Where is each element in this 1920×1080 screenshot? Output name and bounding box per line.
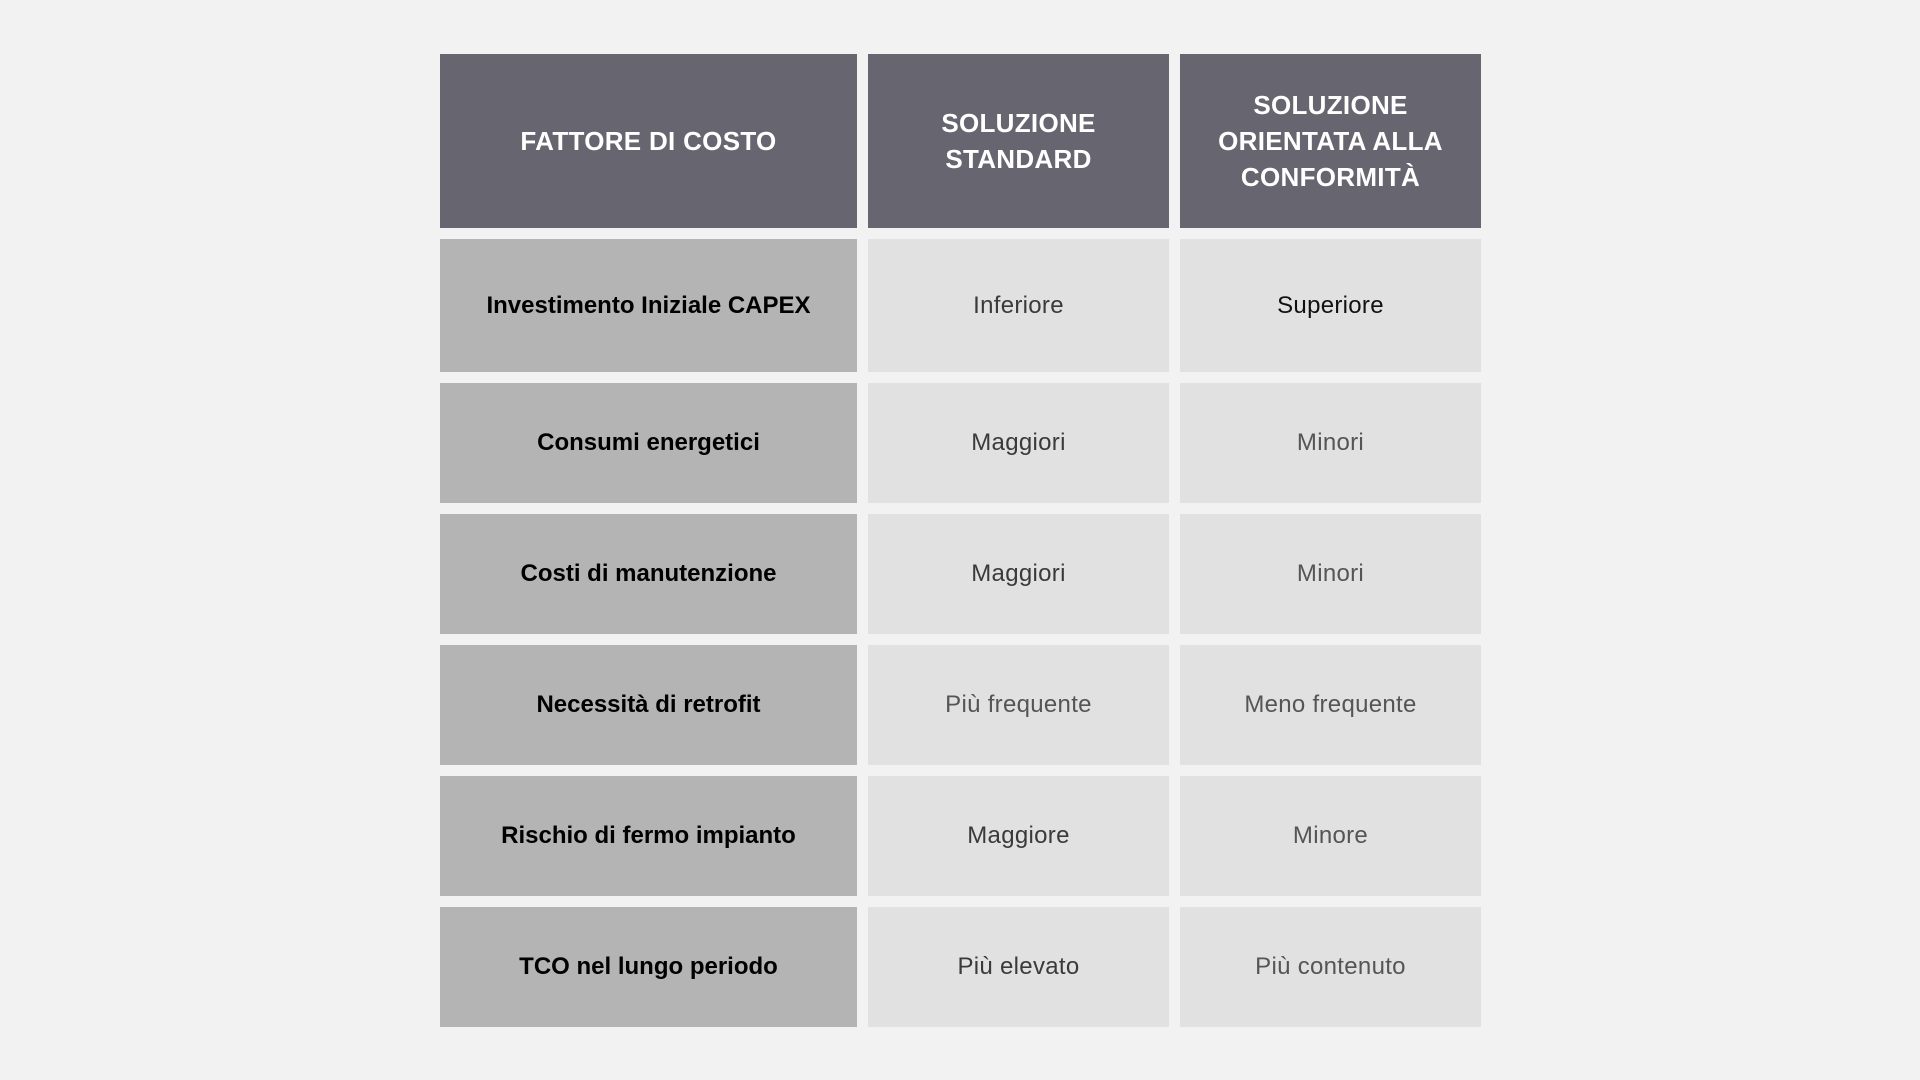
row-compliance-energy: Minori	[1180, 383, 1481, 503]
row-standard-tco: Più elevato	[868, 907, 1169, 1027]
row-factor-energy: Consumi energetici	[440, 383, 857, 503]
row-standard-energy: Maggiori	[868, 383, 1169, 503]
row-standard-capex: Inferiore	[868, 239, 1169, 372]
row-compliance-capex: Superiore	[1180, 239, 1481, 372]
row-standard-retrofit: Più frequente	[868, 645, 1169, 765]
row-compliance-downtime: Minore	[1180, 776, 1481, 896]
row-compliance-maintenance: Minori	[1180, 514, 1481, 634]
row-standard-downtime: Maggiore	[868, 776, 1169, 896]
header-cost-factor: FATTORE DI COSTO	[440, 54, 857, 228]
row-compliance-tco: Più contenuto	[1180, 907, 1481, 1027]
row-compliance-retrofit: Meno frequente	[1180, 645, 1481, 765]
row-factor-capex: Investimento Iniziale CAPEX	[440, 239, 857, 372]
header-compliance-solution: SOLUZIONE ORIENTATA ALLA CONFORMITÀ	[1180, 54, 1481, 228]
row-factor-maintenance: Costi di manutenzione	[440, 514, 857, 634]
row-factor-tco: TCO nel lungo periodo	[440, 907, 857, 1027]
row-factor-downtime: Rischio di fermo impianto	[440, 776, 857, 896]
row-factor-retrofit: Necessità di retrofit	[440, 645, 857, 765]
row-standard-maintenance: Maggiori	[868, 514, 1169, 634]
header-standard-solution: SOLUZIONE STANDARD	[868, 54, 1169, 228]
cost-comparison-table	[440, 54, 1481, 1027]
